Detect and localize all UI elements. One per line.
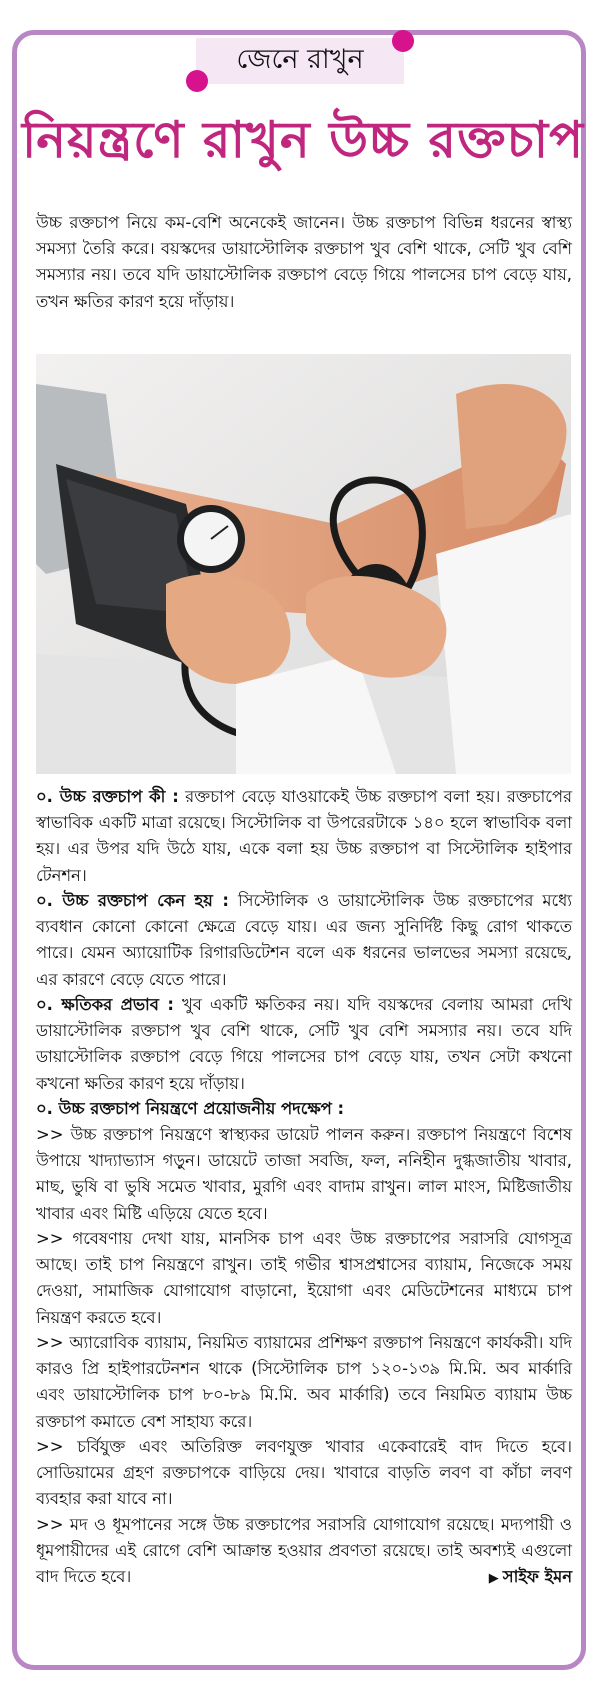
tip-text: >> মদ ও ধূমপানের সঙ্গে উচ্চ রক্তচাপের সরাসরি যোগাযোগ রয়েছে। মদ্যপায়ী ও ধূমপায়ীদের এই রোগে বেশি আক্রান্ত হওয়ার প্রবণতা রয়েছে। তাই অবশ্যই এগুলো বাদ দিতে হবে। [36, 1515, 572, 1587]
tag-corner-dot [392, 30, 414, 52]
headline: নিয়ন্ত্রণে রাখুন উচ্চ রক্তচাপ [21, 111, 585, 169]
tip-item: >> গবেষণায় দেখা যায়, মানসিক চাপ এবং উচ্চ রক্তচাপের সরাসরি যোগসূত্র আছে। তাই চাপ নিয়ন্ত্রণে রাখুন। তাই গভীর শ্বাসপ্রশ্বাসের ব্যায়াম, নিজেকে সময় দেওয়া, সামাজিক যোগাযোগ বাড়ানো, ইয়োগা এবং মেডিটেশনের মাধ্যমে চাপ নিয়ন্ত্রণ করতে হবে। [36, 1229, 572, 1327]
blood-pressure-photo [36, 354, 571, 774]
tip-item: >> অ্যারোবিক ব্যায়াম, নিয়মিত ব্যায়ামের প্রশিক্ষণ রক্তচাপ নিয়ন্ত্রণে কার্যকরী। যদি কারও প্রি হাইপারটেনশন থাকে (সিস্টোলিক চাপ ১২০-১৩৯ মি.মি. অব মার্কারি এবং ডায়াস্টোলিক চাপ ৮০-৮৯ মি.মি. অব মার্কারি) তবে নিয়মিত ব্যায়াম উচ্চ রক্তচাপ কমাতে বেশ সাহায্য করে। [36, 1333, 572, 1431]
author-name: সাইফ ইমন [502, 1567, 572, 1587]
section-title: ০. ক্ষতিকর প্রভাব : [36, 995, 174, 1014]
section-why [36, 888, 572, 993]
section-what-is [36, 784, 572, 889]
intro-paragraph: উচ্চ রক্তচাপ নিয়ে কম-বেশি অনেকেই জানেন। উচ্চ রক্তচাপ বিভিন্ন ধরনের স্বাস্থ্য সমস্যা তৈরি করে। বয়স্কদের ডায়াস্টোলিক রক্তচাপ খুব বেশি থাকে, সেটি খুব বেশি সমস্যার নয়। তবে যদি ডায়াস্টোলিক রক্তচাপ বেড়ে গিয়ে পালসের চাপ বেড়ে যায়, তখন ক্ষতির কারণ হয়ে দাঁড়ায়। [36, 213, 572, 311]
section-body: সিস্টোলিক ও ডায়াস্টোলিক উচ্চ রক্তচাপের মধ্যে ব্যবধান কোনো কোনো ক্ষেত্রে বেড়ে যায়। এর জন্য সুনির্দিষ্ট কিছু রোগ থাকতে পারে। যেমন অ্যায়োটিক রিগারডিটেশন বলে এক ধরনের ভালভের সমস্যা রয়েছে, এর কারণে বেড়ে যেতে পারে। [36, 891, 573, 989]
tip-item: >> উচ্চ রক্তচাপ নিয়ন্ত্রণে স্বাস্থ্যকর ডায়েট পালন করুন। রক্তচাপ নিয়ন্ত্রণে বিশেষ উপায়ে খাদ্যাভ্যাস গড়ুন। ডায়েটে তাজা সবজি, ফল, ননিহীন দুগ্ধজাতীয় খাবার, মাছ, ভুষি বা ভুষি সমেত খাবার, মুরগি এবং বাদাম রাখুন। লাল মাংস, মিষ্টিজাতীয় খাবার এবং মিষ্টি এড়িয়ে যেতে হবে। [36, 1125, 572, 1223]
section-harm [36, 992, 572, 1097]
tip-item: >> চর্বিযুক্ত এবং অতিরিক্ত লবণযুক্ত খাবার একেবারেই বাদ দিতে হবে। সোডিয়ামের গ্রহণ রক্তচাপকে বাড়িয়ে দেয়। খাবারে বাড়তি লবণ বা কাঁচা লবণ ব্যবহার করা যাবে না। [36, 1437, 572, 1509]
triangle-right-icon: ▶ [488, 1571, 499, 1587]
section-title: ০. উচ্চ রক্তচাপ কী : [36, 787, 179, 806]
section-tag-label: জেনে রাখুন [236, 43, 364, 75]
photo-illustration [36, 354, 571, 774]
section-body: রক্তচাপ বেড়ে যাওয়াকেই উচ্চ রক্তচাপ বলা হয়। রক্তচাপের স্বাভাবিক একটি মাত্রা রয়েছে। সিস্টোলিক বা উপরেরটাকে ১৪০ হলে স্বাভাবিক বলা হয়। এর উপর যদি উঠে যায়, একে বলা হয় উচ্চ রক্তচাপ বা সিস্টোলিক হাইপার টেনশন। [36, 787, 572, 885]
section-steps-heading [36, 1096, 572, 1122]
tip-item-last [36, 1512, 572, 1593]
tag-corner-dot [186, 70, 208, 92]
section-title: ০. উচ্চ রক্তচাপ নিয়ন্ত্রণে প্রয়োজনীয় পদক্ষেপ : [36, 1099, 345, 1118]
section-title: ০. উচ্চ রক্তচাপ কেন হয় : [36, 891, 229, 910]
byline [489, 1564, 572, 1592]
section-tag [196, 38, 404, 84]
section-body: খুব একটি ক্ষতিকর নয়। যদি বয়স্কদের বেলায় আমরা দেখি ডায়াস্টোলিক রক্তচাপ খুব বেশি থাকে, সেটি খুব বেশি সমস্যার নয়। তবে যদি ডায়াস্টোলিক রক্তচাপ বেড়ে গিয়ে পালসের চাপ বেড়ে যায়, তখন সেটা কখনো কখনো ক্ষতির কারণ হয়ে দাঁড়ায়। [36, 995, 572, 1093]
